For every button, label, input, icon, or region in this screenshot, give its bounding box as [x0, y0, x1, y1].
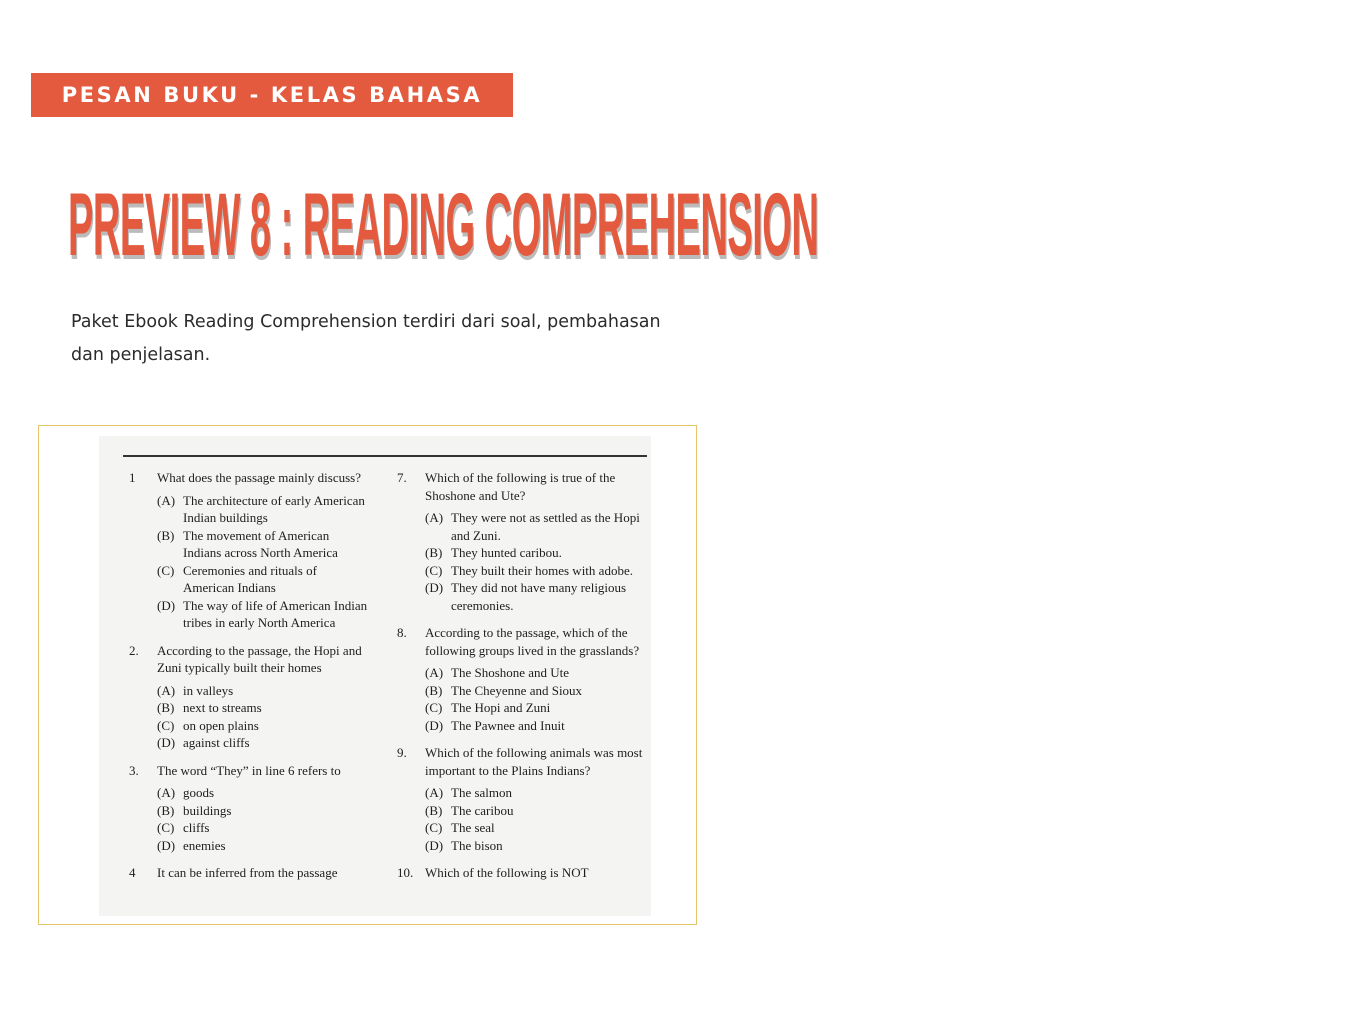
question-line	[129, 642, 369, 677]
answer-option	[425, 784, 643, 802]
answer-option	[425, 579, 643, 614]
answer-option	[157, 527, 369, 562]
question-number: 9.	[397, 745, 407, 760]
option-label: (B)	[157, 802, 175, 818]
question-line	[129, 469, 369, 487]
answer-option	[425, 802, 643, 820]
answer-options	[425, 509, 643, 614]
answer-option	[157, 699, 369, 717]
option-label: (D)	[425, 837, 444, 853]
answer-option	[425, 544, 643, 562]
question-item	[397, 744, 643, 854]
option-label: (A)	[157, 492, 176, 508]
option-label: (B)	[157, 700, 175, 715]
option-label: (B)	[425, 545, 443, 560]
question-text: According to the passage, which of the following groups lived in the grasslands?	[425, 625, 640, 658]
option-text: on open plains	[183, 717, 259, 733]
option-text: The movement of American Indians across North America	[183, 527, 338, 560]
option-text: They built their homes with adobe.	[451, 562, 633, 578]
question-item	[129, 762, 369, 855]
option-text: The Hopi and Zuni	[451, 700, 551, 715]
preview-title	[68, 172, 819, 276]
answer-option	[425, 562, 643, 580]
question-number: 8.	[397, 625, 407, 640]
question-text: Which of the following animals was most important to the Plains Indians?	[425, 745, 643, 778]
option-text: enemies	[183, 837, 226, 853]
order-banner: PESAN BUKU - KELAS BAHASA	[31, 73, 513, 117]
option-text: The caribou	[451, 802, 514, 818]
question-text: It can be inferred from the passage	[157, 865, 338, 880]
answer-option	[157, 492, 369, 527]
answer-option	[157, 717, 369, 735]
answer-option	[157, 682, 369, 700]
option-text: They were not as settled as the Hopi and Zuni.	[451, 510, 640, 543]
option-text: goods	[183, 785, 215, 800]
question-line	[129, 762, 369, 780]
option-text: next to streams	[183, 700, 262, 715]
answer-option	[425, 509, 643, 544]
question-line	[397, 469, 643, 504]
option-label: (C)	[157, 717, 175, 733]
question-number: 4	[129, 865, 136, 880]
preview-title-text: PREVIEW 8 : READING COMPREHENSION	[68, 174, 819, 274]
answer-options	[157, 784, 369, 854]
option-label: (A)	[425, 785, 444, 800]
answer-option	[157, 784, 369, 802]
intro-paragraph: Paket Ebook Reading Comprehension terdiri dari soal, pembahasan dan penjelasan.	[71, 312, 661, 365]
option-label: (D)	[425, 580, 444, 595]
option-label: (D)	[157, 735, 176, 750]
answer-options	[157, 682, 369, 752]
answer-option	[157, 597, 369, 632]
question-item	[129, 642, 369, 752]
answer-option	[425, 717, 643, 735]
answer-option	[157, 734, 369, 752]
answer-options	[157, 492, 369, 632]
question-number: 1	[129, 470, 136, 485]
option-label: (D)	[157, 837, 176, 853]
question-number: 2.	[129, 642, 139, 658]
option-label: (D)	[425, 717, 444, 733]
option-text: cliffs	[183, 820, 210, 835]
option-label: (A)	[425, 510, 444, 525]
question-number: 10.	[397, 865, 414, 880]
question-text: Which of the following is true of the Shoshone and Ute?	[425, 470, 616, 503]
question-line	[397, 744, 643, 779]
option-label: (B)	[425, 802, 443, 818]
option-text: against cliffs	[183, 735, 250, 750]
answer-option	[425, 819, 643, 837]
option-text: The salmon	[451, 785, 513, 800]
answer-option	[425, 682, 643, 700]
question-item	[397, 624, 643, 734]
option-text: The seal	[451, 820, 495, 835]
answer-options	[425, 784, 643, 854]
option-text: The architecture of early American Indian buildings	[183, 492, 365, 525]
option-label: (A)	[157, 785, 176, 800]
option-text: The bison	[451, 837, 503, 853]
answer-option	[425, 837, 643, 855]
option-label: (A)	[157, 682, 176, 698]
option-label: (A)	[425, 665, 444, 680]
answer-option	[157, 819, 369, 837]
question-line	[397, 864, 643, 882]
option-label: (B)	[157, 527, 175, 543]
option-label: (C)	[157, 562, 175, 578]
question-number: 3.	[129, 762, 139, 778]
option-text: in valleys	[183, 682, 234, 698]
question-text: According to the passage, the Hopi and Zuni typically built their homes	[157, 642, 362, 675]
option-label: (C)	[157, 820, 175, 835]
question-item	[129, 469, 369, 632]
option-text: The Shoshone and Ute	[451, 665, 570, 680]
option-text: Ceremonies and rituals of American Indians	[183, 562, 317, 595]
question-column-left	[129, 469, 369, 892]
answer-option	[425, 664, 643, 682]
answer-option	[157, 802, 369, 820]
question-item	[397, 864, 643, 882]
answer-option	[157, 562, 369, 597]
question-number: 7.	[397, 470, 407, 485]
answer-option	[157, 837, 369, 855]
question-item	[129, 864, 369, 882]
option-text: They did not have many religious ceremonies.	[451, 580, 627, 613]
scanned-page	[99, 436, 651, 916]
question-item	[397, 469, 643, 614]
question-line	[129, 864, 369, 882]
option-text: The Pawnee and Inuit	[451, 717, 565, 733]
option-text: They hunted caribou.	[451, 545, 562, 560]
question-line	[397, 624, 643, 659]
answer-options	[425, 664, 643, 734]
option-label: (B)	[425, 682, 443, 698]
option-label: (C)	[425, 820, 443, 835]
option-label: (C)	[425, 562, 443, 578]
question-text: Which of the following is NOT	[425, 865, 589, 880]
option-label: (D)	[157, 597, 176, 613]
option-text: The way of life of American Indian tribes in early North America	[183, 597, 368, 630]
question-text: What does the passage mainly discuss?	[157, 470, 361, 485]
option-label: (C)	[425, 700, 443, 715]
question-text: The word “They” in line 6 refers to	[157, 762, 341, 778]
option-text: buildings	[183, 802, 232, 818]
question-column-right	[397, 469, 643, 892]
answer-option	[425, 699, 643, 717]
page-top-rule	[123, 455, 647, 457]
option-text: The Cheyenne and Sioux	[451, 682, 583, 698]
